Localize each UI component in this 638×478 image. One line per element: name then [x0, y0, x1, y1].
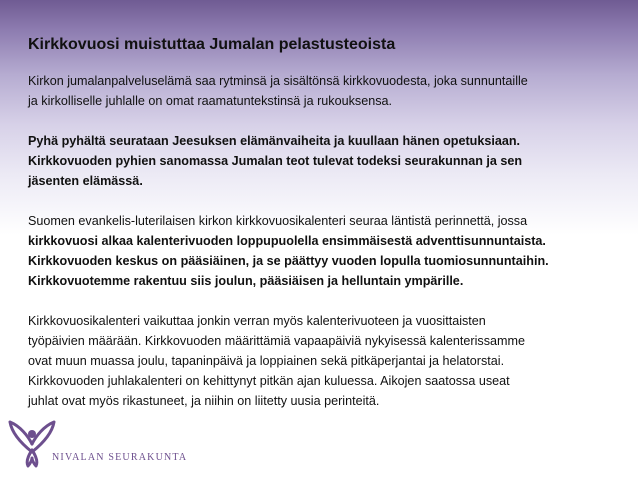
angel-logo-icon	[6, 412, 58, 468]
slide-title: Kirkkovuosi muistuttaa Jumalan pelastusteoista	[28, 36, 396, 53]
paragraph-effects	[28, 311, 618, 411]
paragraph-line-bold: kirkkovuosi alkaa kalenterivuoden loppupuolella ensimmäisestä adventtisunnuntaista.	[28, 234, 546, 248]
paragraph-line-bold: Kirkkovuoden keskus on pääsiäinen, ja se päättyy vuoden lopulla tuomiosunnuntaihin.	[28, 254, 549, 268]
org-name: NIVALAN SEURAKUNTA	[52, 452, 188, 463]
paragraph-intro	[28, 71, 618, 111]
slide-content	[28, 35, 618, 431]
paragraph-line: Kirkon jumalanpalveluselämä saa rytminsä ja sisältönsä kirkkovuodesta, joka sunnuntaille	[28, 74, 528, 88]
paragraph-line-bold: Kirkkovuotemme rakentuu siis joulun, pääsiäisen ja helluntain ympärille.	[28, 274, 464, 288]
paragraph-line: juhlat ovat myös rikastuneet, ja niihin on liitetty uusia perinteitä.	[28, 394, 380, 408]
paragraph-line: Kirkkovuoden juhlakalenteri on kehittynyt pitkän ajan kuluessa. Aikojen saatossa useat	[28, 374, 510, 388]
paragraph-line: työpäivien määrään. Kirkkovuoden määrittämiä vapaapäiviä nykyisessä kalenterissamme	[28, 334, 525, 348]
paragraph-line: ja kirkolliselle juhlalle on omat raamatuntekstinsä ja rukouksensa.	[28, 94, 393, 108]
paragraph-bold-1	[28, 131, 618, 191]
paragraph-line: ovat muun muassa joulu, tapaninpäivä ja loppiainen sekä pitkäperjantai ja helatorstai.	[28, 354, 505, 368]
paragraph-calendar	[28, 211, 618, 291]
paragraph-line: Pyhä pyhältä seurataan Jeesuksen elämänvaiheita ja kuullaan hänen opetuksiaan.	[28, 134, 521, 148]
paragraph-line: Kirkkovuoden pyhien sanomassa Jumalan teot tulevat todeksi seurakunnan ja sen	[28, 154, 523, 168]
paragraph-line: Suomen evankelis-luterilaisen kirkon kirkkovuosikalenteri seuraa läntistä perinnettä, jossa	[28, 214, 528, 228]
paragraph-line: jäsenten elämässä.	[28, 174, 143, 188]
paragraph-line: Kirkkovuosikalenteri vaikuttaa jonkin verran myös kalenterivuoteen ja vuosittaisten	[28, 314, 486, 328]
